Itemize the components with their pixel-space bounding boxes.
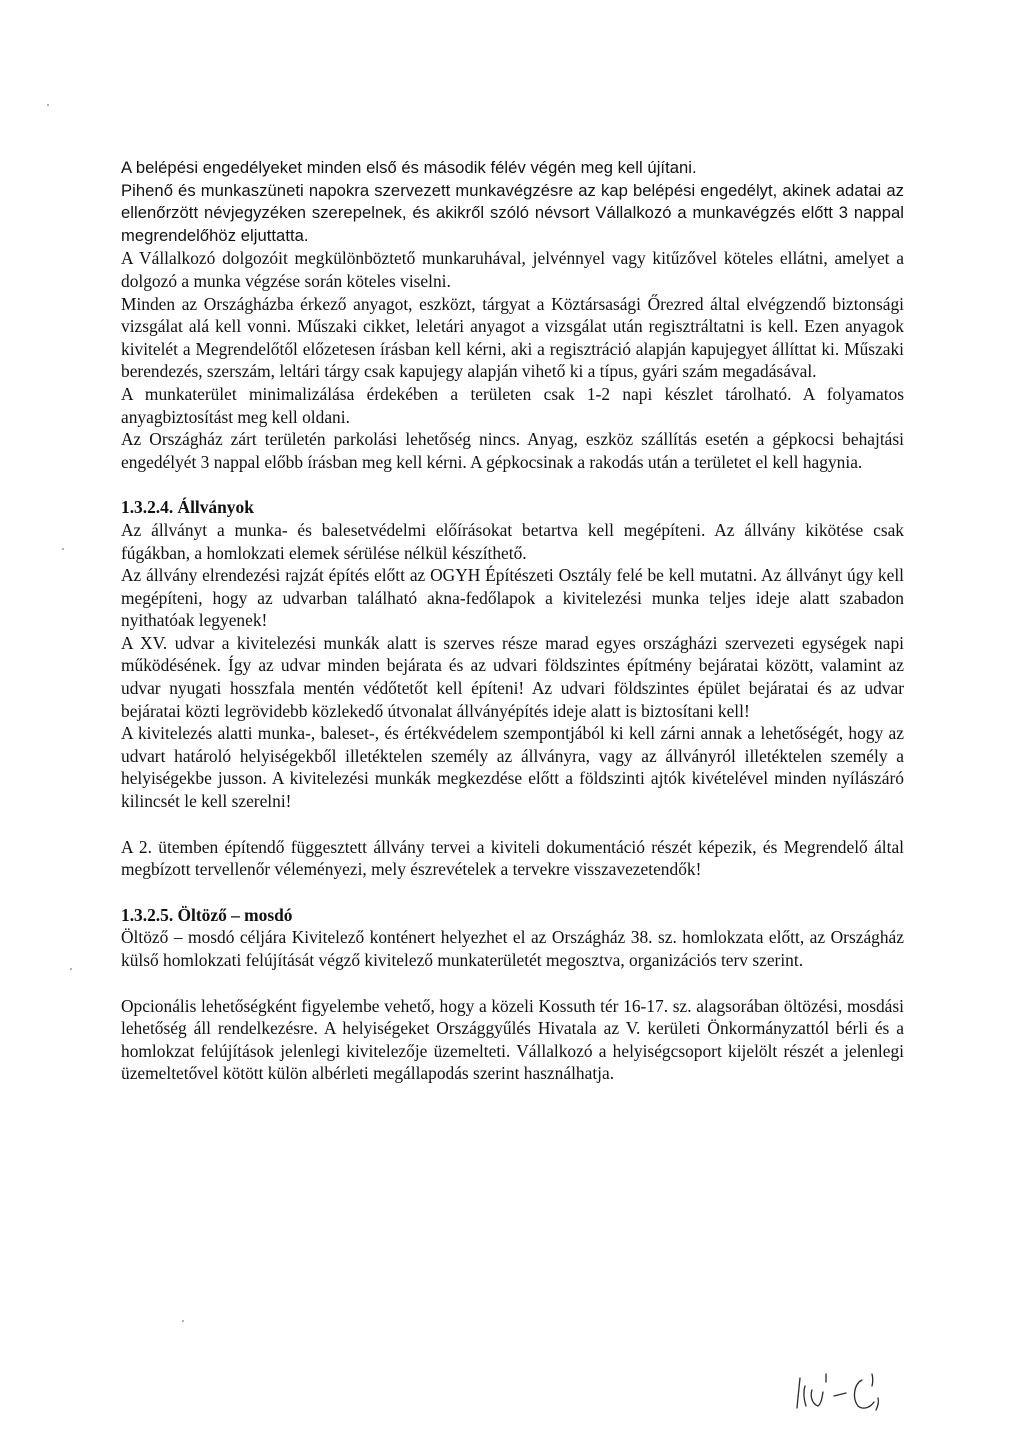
document-body [121,157,904,1085]
scan-speck [62,548,64,550]
paragraph-courtyard-xv: A XV. udvar a kivitelezési munkák alatt is szerves része marad egyes országházi szervezeti egységek napi működésének. Így az udvar minden bejárata és az udvari földszintes építmény bejáratai között, valamint az udvar nyugati hosszfala mentén védőtetőt kell építeni! Az udvari földszintes épület bejáratai és az udvar bejáratai közti legrövidebb közlekedő útvonalat állványépítés ideje alatt is biztosítani kell! [121,632,904,721]
heading-changing-room: 1.3.2.5. Öltöző – mosdó [121,904,293,925]
paragraph-container: Öltöző – mosdó céljára Kivitelező konténert helyezhet el az Országház 38. sz. homlokzata előtt, az Országház külső homlokzati felújítását végző kivitelező munkaterületét megosztva, organizációs terv szerint. [121,927,904,970]
paragraph-suspended-scaffold: A 2. ütemben építendő függesztett állvány tervei a kiviteli dokumentáció részét képezik, és Megrendelő által megbízott tervellenőr véleményezi, mely észrevételek a tervekre visszavezetendők! [121,836,904,880]
handwritten-signature [788,1364,892,1418]
paragraph-parking: Az Országház zárt területén parkolási lehetőség nincs. Anyag, eszköz szállítás esetén a gépkocsi behajtási engedélyét 3 nappal előbb írásban meg kell kérni. A gépkocsinak a rakodás után a területet el kell hagynia. [121,429,904,472]
scan-speck [47,104,49,106]
paragraph-permit-renewal: A belépési engedélyeket minden első és második félév végén meg kell újítani. [121,158,697,177]
paragraph-rest-day-permits: Pihenő és munkaszüneti napokra szervezett munkavégzésre az kap belépési engedélyt, akinek adatai az ellenőrzött névjegyzéken szerepelnek, és akikről szóló névsort Vállalkozó a munkavégzés előtt 3 nappal megrendelőhöz eljuttatta. [121,180,904,245]
paragraph-optional-facility: Opcionális lehetőségként figyelembe vehető, hogy a közeli Kossuth tér 16-17. sz. alagsorában öltözési, mosdási lehetőség áll rendelkezésre. A helyiségeket Országgyűlés Hivatala az V. kerületi Önkormányzattól bérli és a homlokzat felújítások jelenlegi kivitelezője üzemelteti. Vállalkozó a helyiségcsoport kijelölt részét a jelenlegi üzemeltetővel kötött külön albérleti megállapodás szerint használhatja. [121,995,904,1084]
paragraph-scaffold-safety: Az állványt a munka- és balesetvédelmi előírásokat betartva kell megépíteni. Az állvány kikötése csak fúgákban, a homlokzati elemek sérülése nélkül készíthető. [121,519,904,563]
paragraph-protection: A kivitelezés alatti munka-, baleset-, és értékvédelem szempontjából ki kell zárni annak a lehetőségét, hogy az udvart határoló helyiségekből illetéktelen személy az állványra, vagy az állványról illetéktelen személy a helyiségekbe jusson. A kivitelezési munkák megkezdése előtt a földszinti ajtók kivételével minden nyílászáró kilincsét le kell szerelni! [121,723,904,812]
scan-speck [70,968,72,970]
paragraph-scaffold-drawing: Az állvány elrendezési rajzát építés előtt az OGYH Építészeti Osztály felé be kell mutatni. Az állványt úgy kell megépíteni, hogy az udvarban található akna-fedőlapok a kivitelezési munka teljes ideje alatt szabadon nyithatóak legyenek! [121,565,904,631]
scan-speck [182,1320,184,1322]
paragraph-security-check: Minden az Országházba érkező anyagot, eszközt, tárgyat a Köztársasági Őrezred által elvégzendő biztonsági vizsgálat alá kell vonni. Műszaki cikket, leletári anyagot a vizsgálat után regisztráltatni is kell. Ezen anyagok kivitelét a Megrendelőtől előzetesen írásban kell kérni, aki a regisztráció alapján kapujegyet állíttat ki. Műszaki berendezés, szerszám, leltári tárgy csak kapujegy alapján vihető ki a típus, gyári szám megadásával. [121,293,904,382]
paragraph-storage: A munkaterület minimalizálása érdekében a területen csak 1-2 napi készlet tárolható. A folyamatos anyagbiztosítást meg kell oldani. [121,383,904,427]
paragraph-workwear: A Vállalkozó dolgozóit megkülönböztető munkaruhával, jelvénnyel vagy kitűzővel köteles ellátni, amelyet a dolgozó a munka végzése során köteles viselni. [121,248,904,291]
heading-scaffolding: 1.3.2.4. Állványok [121,497,254,518]
